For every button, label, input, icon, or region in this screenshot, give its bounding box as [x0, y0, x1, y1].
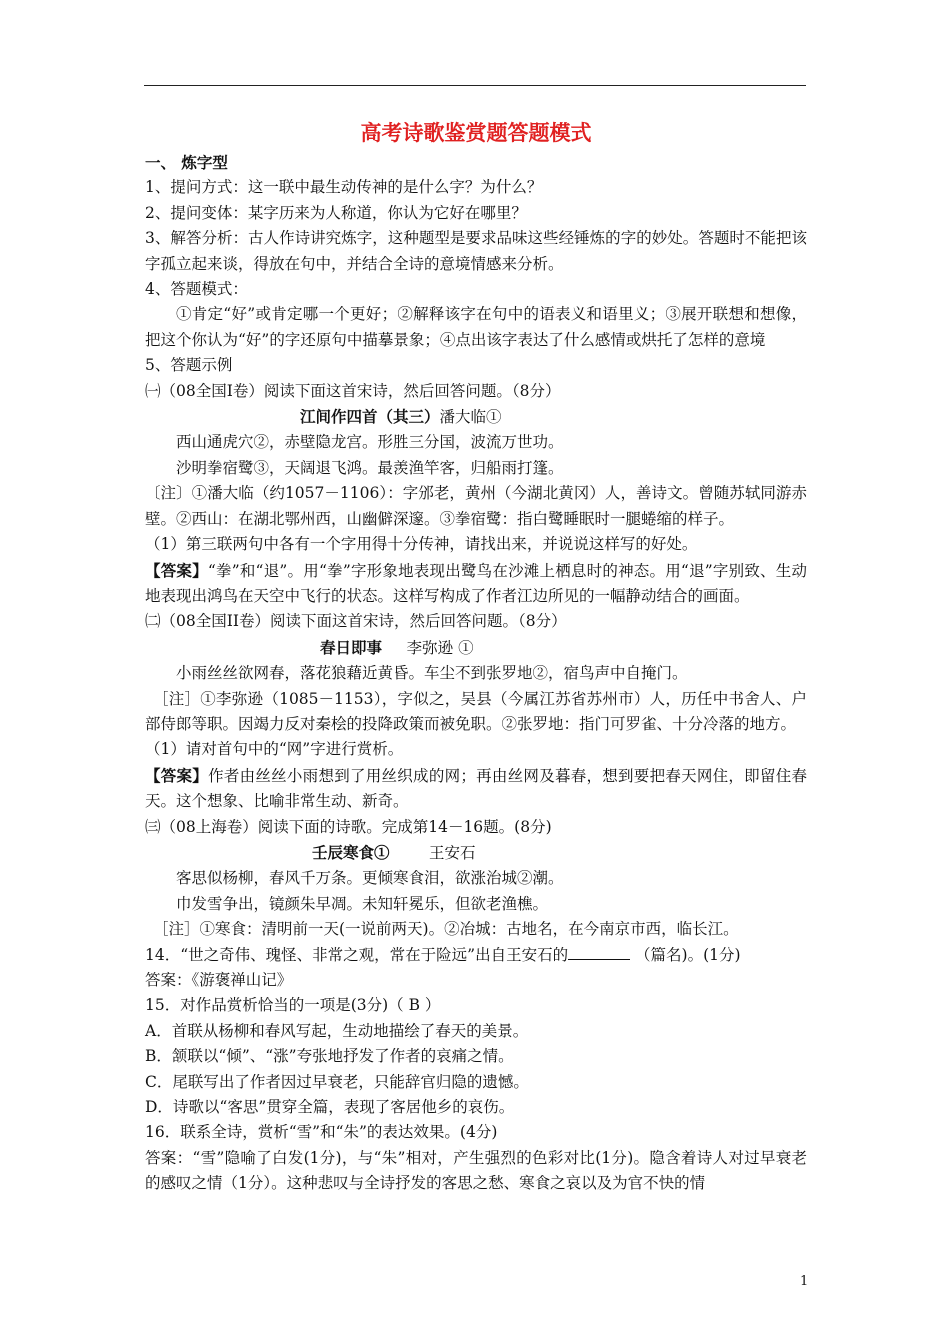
option: C．尾联写出了作者因过早衰老，只能辞官归隐的遗憾。 — [145, 1072, 529, 1091]
option: A．首联从杨柳和春风写起，生动地描绘了春天的美景。 — [145, 1021, 529, 1040]
option: D．诗歌以“客思”贯穿全篇，表现了客居他乡的哀伤。 — [145, 1098, 515, 1117]
poem-author: 王安石 — [428, 843, 476, 862]
answer-text: 作者由丝丝小雨想到了用丝织成的网；再由丝网及暮春，想到要把春天网住，即留住春天。这个想象、比喻非常生动、新奇。 — [145, 766, 807, 811]
poem-title-line — [145, 840, 807, 866]
question — [145, 943, 807, 968]
poem-title-line — [145, 404, 807, 430]
poem-line: 沙明拳宿鹭③，天阔退飞鸿。最羡渔竿客，归船雨打篷。 — [176, 458, 564, 477]
answer — [145, 558, 807, 610]
example-heading: ㈡（08全国II卷）阅读下面这首宋诗，然后回答问题。（8分） — [145, 612, 567, 631]
paragraph: 1、提问方式：这一联中最生动传神的是什么字？为什么？ — [145, 178, 543, 197]
poem-line: 客思似杨柳，春风千万条。更倾寒食泪，欲涨治城②潮。 — [176, 869, 564, 888]
note: 〔注〕①潘大临（约1057－1106）：字邠老，黄州（今湖北黄冈）人，善诗文。曾随苏轼同游赤壁。②西山：在湖北鄂州西，山幽僻深邃。③拳宿鹭：指白鹭睡眠时一腿蜷缩的样子。 — [145, 484, 807, 528]
answer-text: “拳”和“退”。用“拳”字形象地表现出鹭鸟在沙滩上栖息时的神态。用“退”字别致、生动地表现出鸿鸟在天空中飞行的状态。这样写构成了作者江边所见的一幅静动结合的画面。 — [145, 561, 807, 605]
paragraph: ①肯定“好”或肯定哪一个更好；②解释该字在句中的语表义和语里义；③展开联想和想像，把这个你认为“好”的字还原句中描摹景象；④点出该字表达了什么感情或烘托了怎样的意境 — [145, 305, 807, 349]
question-text: （篇名)。(1分) — [635, 945, 741, 964]
answer — [145, 763, 807, 815]
paragraph: 5、答题示例 — [145, 356, 233, 375]
poem-author: 李弥逊 ① — [406, 638, 474, 657]
question-text: 14．“世之奇伟、瑰怪、非常之观，常在于险远”出自王安石的 — [145, 945, 569, 964]
poem-title: 春日即事 — [320, 637, 383, 657]
note: ［注］①李弥逊（1085－1153），字似之，吴县（今属江苏省苏州市）人，历任中书舍人、户部侍郎等职。因竭力反对秦桧的投降政策而被免职。②张罗地：指门可罗雀、十分冷落的地方。 — [145, 689, 807, 733]
poem-line: 巾发雪争出，镜颜朱早凋。未知轩冕乐，但欲老渔樵。 — [176, 894, 549, 913]
answer-label: 【答案】 — [145, 560, 208, 580]
document-body — [145, 118, 807, 1197]
page-number: 1 — [800, 1274, 809, 1289]
note: ［注］①寒食：清明前一天(一说前两天)。②冶城：古地名，在今南京市西，临长江。 — [153, 920, 739, 939]
paragraph: 2、提问变体：某字历来为人称道，你认为它好在哪里？ — [145, 203, 527, 222]
example-heading: ㈠（08全国I卷）阅读下面这首宋诗，然后回答问题。（8分） — [145, 381, 561, 400]
question: 15．对作品赏析恰当的一项是(3分)（ B ） — [145, 996, 441, 1015]
poem-author: 潘大临① — [439, 408, 502, 427]
option: B．颔联以“倾”、“涨”夸张地抒发了作者的哀痛之情。 — [145, 1047, 514, 1066]
poem-line: 西山通虎穴②，赤壁隐龙宫。形胜三分国，波流万世功。 — [176, 433, 564, 452]
header-rule — [144, 85, 806, 86]
poem-title-line — [145, 635, 807, 661]
poem-title: 壬辰寒食① — [312, 842, 390, 862]
answer-label: 【答案】 — [145, 765, 209, 785]
page-title: 高考诗歌鉴赏题答题模式 — [360, 120, 592, 145]
answer: 答案：《游褒禅山记》 — [145, 971, 293, 989]
section-heading: 一、 炼字型 — [145, 153, 228, 172]
question: （1）第三联两句中各有一个字用得十分传神，请找出来，并说说这样写的好处。 — [145, 535, 698, 554]
paragraph: 4、答题模式： — [145, 280, 248, 299]
example-heading: ㈢（08上海卷）阅读下面的诗歌。完成第14－16题。(8分) — [145, 817, 552, 836]
question: （1）请对首句中的“网”字进行赏析。 — [145, 740, 404, 759]
poem-line: 小雨丝丝欲网春，落花狼藉近黄昏。车尘不到张罗地②，宿鸟声中自掩门。 — [176, 664, 688, 683]
paragraph: 3、解答分析：古人作诗讲究炼字，这种题型是要求品味这些经锤炼的字的妙处。答题时不能把该字孤立起来谈，得放在句中，并结合全诗的意境情感来分析。 — [145, 229, 807, 273]
question: 16．联系全诗，赏析“雪”和“朱”的表达效果。(4分) — [145, 1123, 498, 1142]
answer: 答案：“雪”隐喻了白发(1分)，与“朱”相对，产生强烈的色彩对比(1分)。隐含着诗人对过早衰老的感叹之情（1分）。这种悲叹与全诗抒发的客思之愁、寒食之哀以及为官不快的情 — [145, 1148, 807, 1193]
fill-blank — [568, 945, 630, 960]
poem-title: 江间作四首（其三） — [300, 407, 440, 427]
